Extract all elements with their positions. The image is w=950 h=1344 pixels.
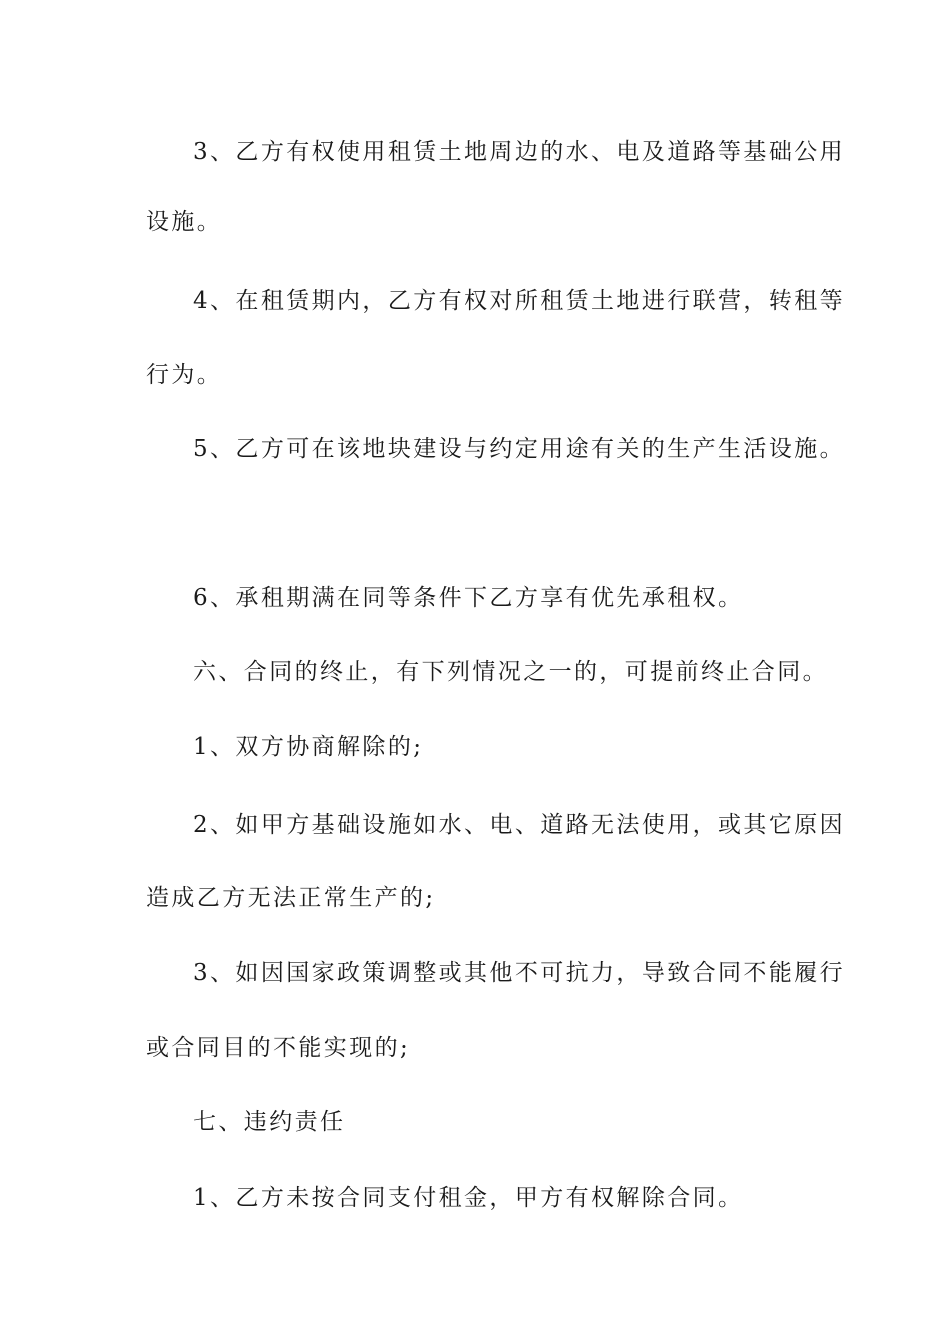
paragraph-line: 设施。 — [146, 209, 223, 235]
paragraph-line: 1、双方协商解除的; — [193, 734, 424, 760]
paragraph-line: 5、乙方可在该地块建设与约定用途有关的生产生活设施。 — [193, 436, 846, 462]
section-heading: 六、合同的终止，有下列情况之一的，可提前终止合同。 — [193, 659, 828, 685]
section-heading: 七、违约责任 — [193, 1109, 346, 1135]
paragraph-line: 4、在租赁期内，乙方有权对所租赁土地进行联营，转租等 — [193, 288, 846, 314]
paragraph-line: 3、如因国家政策调整或其他不可抗力，导致合同不能履行 — [193, 960, 846, 986]
paragraph-line: 行为。 — [146, 362, 223, 388]
paragraph-line: 2、如甲方基础设施如水、电、道路无法使用，或其它原因 — [193, 812, 846, 838]
paragraph-line: 1、乙方未按合同支付租金，甲方有权解除合同。 — [193, 1185, 744, 1211]
paragraph-line: 6、承租期满在同等条件下乙方享有优先承租权。 — [193, 585, 744, 611]
paragraph-line: 或合同目的不能实现的; — [146, 1035, 411, 1061]
paragraph-line: 造成乙方无法正常生产的; — [146, 885, 436, 911]
paragraph-line: 3、乙方有权使用租赁土地周边的水、电及道路等基础公用 — [193, 139, 846, 165]
